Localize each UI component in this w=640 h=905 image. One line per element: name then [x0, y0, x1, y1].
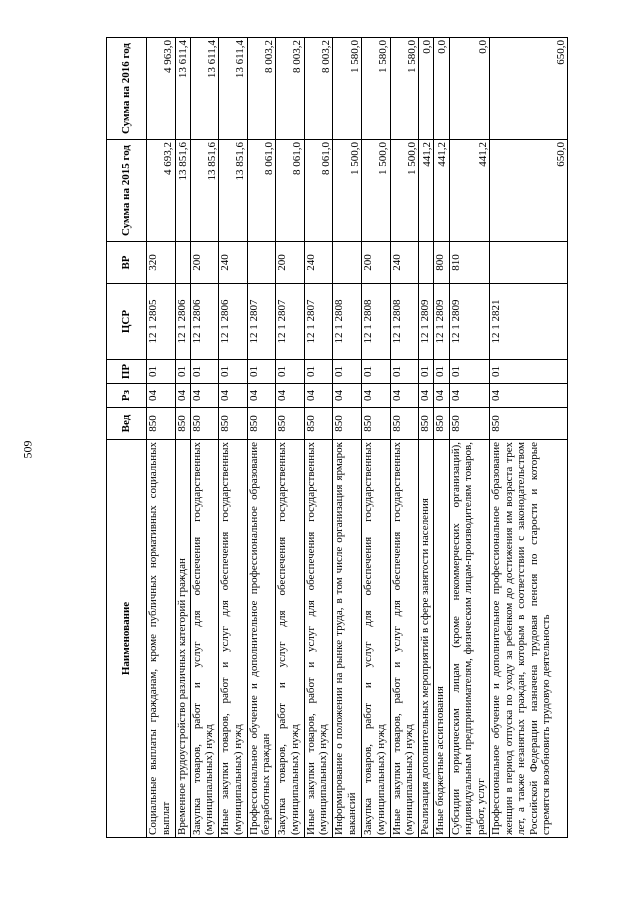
cell-vr: 240 [219, 242, 248, 284]
cell-ved: 850 [419, 408, 434, 440]
cell-rz: 04 [490, 384, 568, 408]
cell-csr: 12 1 2808 [390, 284, 419, 360]
cell-csr: 12 1 2821 [490, 284, 568, 360]
cell-csr: 12 1 2809 [419, 284, 434, 360]
cell-vr [333, 242, 362, 284]
cell-rz: 04 [449, 384, 490, 408]
cell-name: Закупка товаров, работ и услуг для обеспечения государственных (муниципальных) нужд [276, 440, 305, 838]
cell-sum-2015: 13 851,6 [219, 140, 248, 242]
cell-rz: 04 [434, 384, 449, 408]
table-row [276, 38, 305, 838]
cell-ved: 850 [333, 408, 362, 440]
cell-sum-2016: 0,0 [434, 38, 449, 140]
cell-name: Временное трудоустройство различных категорий граждан [175, 440, 190, 838]
cell-pr: 01 [304, 360, 333, 384]
cell-ved: 850 [219, 408, 248, 440]
cell-sum-2016: 13 611,4 [175, 38, 190, 140]
table-row [190, 38, 219, 838]
cell-sum-2016: 1 580,0 [362, 38, 391, 140]
cell-csr: 12 1 2808 [333, 284, 362, 360]
table-row [434, 38, 449, 838]
cell-ved: 850 [175, 408, 190, 440]
cell-csr: 12 1 2808 [362, 284, 391, 360]
table-row [147, 38, 176, 838]
header-sum-2015: Сумма на 2015 год [107, 140, 147, 242]
cell-sum-2015: 441,2 [419, 140, 434, 242]
cell-vr [247, 242, 276, 284]
header-vr: ВР [107, 242, 147, 284]
cell-sum-2015: 1 500,0 [362, 140, 391, 242]
cell-sum-2016: 650,0 [490, 38, 568, 140]
cell-name: Реализация дополнительных мероприятий в сфере занятости населения [419, 440, 434, 838]
cell-rz: 04 [362, 384, 391, 408]
cell-csr: 12 1 2809 [434, 284, 449, 360]
budget-table-container [106, 38, 568, 838]
cell-ved: 850 [449, 408, 490, 440]
cell-sum-2015: 4 693,2 [147, 140, 176, 242]
cell-vr: 240 [390, 242, 419, 284]
cell-ved: 850 [147, 408, 176, 440]
header-ved: Вед [107, 408, 147, 440]
cell-name: Профессиональное обучение и дополнительное профессиональное образование безработных граждан [247, 440, 276, 838]
header-sum-2016: Сумма на 2016 год [107, 38, 147, 140]
cell-vr: 810 [449, 242, 490, 284]
cell-rz: 04 [304, 384, 333, 408]
cell-ved: 850 [490, 408, 568, 440]
table-row [362, 38, 391, 838]
cell-vr: 240 [304, 242, 333, 284]
page-number: 509 [20, 440, 35, 459]
cell-vr: 800 [434, 242, 449, 284]
cell-ved: 850 [362, 408, 391, 440]
cell-sum-2015: 441,2 [434, 140, 449, 242]
cell-vr: 200 [362, 242, 391, 284]
cell-csr: 12 1 2806 [219, 284, 248, 360]
cell-ved: 850 [390, 408, 419, 440]
cell-pr: 01 [419, 360, 434, 384]
cell-sum-2015: 1 500,0 [390, 140, 419, 242]
cell-csr: 12 1 2806 [175, 284, 190, 360]
header-name: Наименование [107, 440, 147, 838]
cell-name: Профессиональное обучение и дополнительное профессиональное образование женщин в период отпуска по уходу за ребенком до достижения им возраста трех лет, а также незанятых граждан, которым в соответствии с законодательством Российской Федерации назначена трудовая пенсия по старости и которые стремятся возобновить трудовую деятельность [490, 440, 568, 838]
cell-ved: 850 [247, 408, 276, 440]
cell-sum-2015: 8 061,0 [276, 140, 305, 242]
cell-pr: 01 [276, 360, 305, 384]
cell-pr: 01 [333, 360, 362, 384]
cell-pr: 01 [390, 360, 419, 384]
table-row [419, 38, 434, 838]
cell-rz: 04 [190, 384, 219, 408]
cell-rz: 04 [333, 384, 362, 408]
cell-sum-2016: 1 580,0 [333, 38, 362, 140]
cell-name: Социальные выплаты гражданам, кроме публичных нормативных социальных выплат [147, 440, 176, 838]
cell-sum-2016: 4 963,0 [147, 38, 176, 140]
cell-ved: 850 [190, 408, 219, 440]
header-csr: ЦСР [107, 284, 147, 360]
cell-sum-2015: 1 500,0 [333, 140, 362, 242]
table-row [390, 38, 419, 838]
cell-csr: 12 1 2809 [449, 284, 490, 360]
cell-sum-2016: 13 611,4 [190, 38, 219, 140]
cell-pr: 01 [449, 360, 490, 384]
cell-vr: 320 [147, 242, 176, 284]
cell-pr: 01 [219, 360, 248, 384]
cell-name: Иные бюджетные ассигнования [434, 440, 449, 838]
cell-pr: 01 [362, 360, 391, 384]
cell-sum-2015: 8 061,0 [304, 140, 333, 242]
header-pr: ПР [107, 360, 147, 384]
table-row [247, 38, 276, 838]
cell-vr [490, 242, 568, 284]
cell-rz: 04 [276, 384, 305, 408]
cell-rz: 04 [175, 384, 190, 408]
cell-rz: 04 [247, 384, 276, 408]
cell-ved: 850 [304, 408, 333, 440]
cell-rz: 04 [147, 384, 176, 408]
cell-ved: 850 [434, 408, 449, 440]
table-row [490, 38, 568, 838]
cell-sum-2015: 441,2 [449, 140, 490, 242]
cell-name: Иные закупки товаров, работ и услуг для обеспечения государственных (муниципальных) нужд [219, 440, 248, 838]
cell-sum-2015: 13 851,6 [175, 140, 190, 242]
table-row [304, 38, 333, 838]
budget-table [106, 37, 568, 838]
table-row [449, 38, 490, 838]
cell-vr [419, 242, 434, 284]
cell-pr: 01 [190, 360, 219, 384]
cell-csr: 12 1 2807 [247, 284, 276, 360]
cell-sum-2016: 8 003,2 [247, 38, 276, 140]
cell-sum-2016: 8 003,2 [304, 38, 333, 140]
cell-sum-2015: 8 061,0 [247, 140, 276, 242]
header-rz: Рз [107, 384, 147, 408]
cell-pr: 01 [490, 360, 568, 384]
cell-name: Информирование о положении на рынке труда, в том числе организация ярмарок вакансий [333, 440, 362, 838]
cell-pr: 01 [147, 360, 176, 384]
cell-pr: 01 [175, 360, 190, 384]
cell-sum-2016: 8 003,2 [276, 38, 305, 140]
cell-name: Закупка товаров, работ и услуг для обеспечения государственных (муниципальных) нужд [190, 440, 219, 838]
cell-rz: 04 [390, 384, 419, 408]
cell-name: Закупка товаров, работ и услуг для обеспечения государственных (муниципальных) нужд [362, 440, 391, 838]
cell-rz: 04 [219, 384, 248, 408]
cell-csr: 12 1 2806 [190, 284, 219, 360]
cell-pr: 01 [434, 360, 449, 384]
cell-vr: 200 [276, 242, 305, 284]
cell-sum-2016: 0,0 [449, 38, 490, 140]
cell-csr: 12 1 2805 [147, 284, 176, 360]
cell-pr: 01 [247, 360, 276, 384]
cell-vr [175, 242, 190, 284]
cell-sum-2016: 0,0 [419, 38, 434, 140]
header-row [107, 38, 147, 838]
cell-sum-2016: 13 611,4 [219, 38, 248, 140]
cell-vr: 200 [190, 242, 219, 284]
cell-sum-2016: 1 580,0 [390, 38, 419, 140]
cell-ved: 850 [276, 408, 305, 440]
cell-sum-2015: 13 851,6 [190, 140, 219, 242]
cell-name: Субсидии юридическим лицам (кроме некоммерческих организаций), индивидуальным предпринимателям, физическим лицам-производителям товаров, работ, услуг [449, 440, 490, 838]
table-row [175, 38, 190, 838]
table-row [333, 38, 362, 838]
cell-name: Иные закупки товаров, работ и услуг для обеспечения государственных (муниципальных) нужд [304, 440, 333, 838]
cell-rz: 04 [419, 384, 434, 408]
cell-sum-2015: 650,0 [490, 140, 568, 242]
cell-csr: 12 1 2807 [276, 284, 305, 360]
cell-name: Иные закупки товаров, работ и услуг для обеспечения государственных (муниципальных) нужд [390, 440, 419, 838]
cell-csr: 12 1 2807 [304, 284, 333, 360]
table-row [219, 38, 248, 838]
